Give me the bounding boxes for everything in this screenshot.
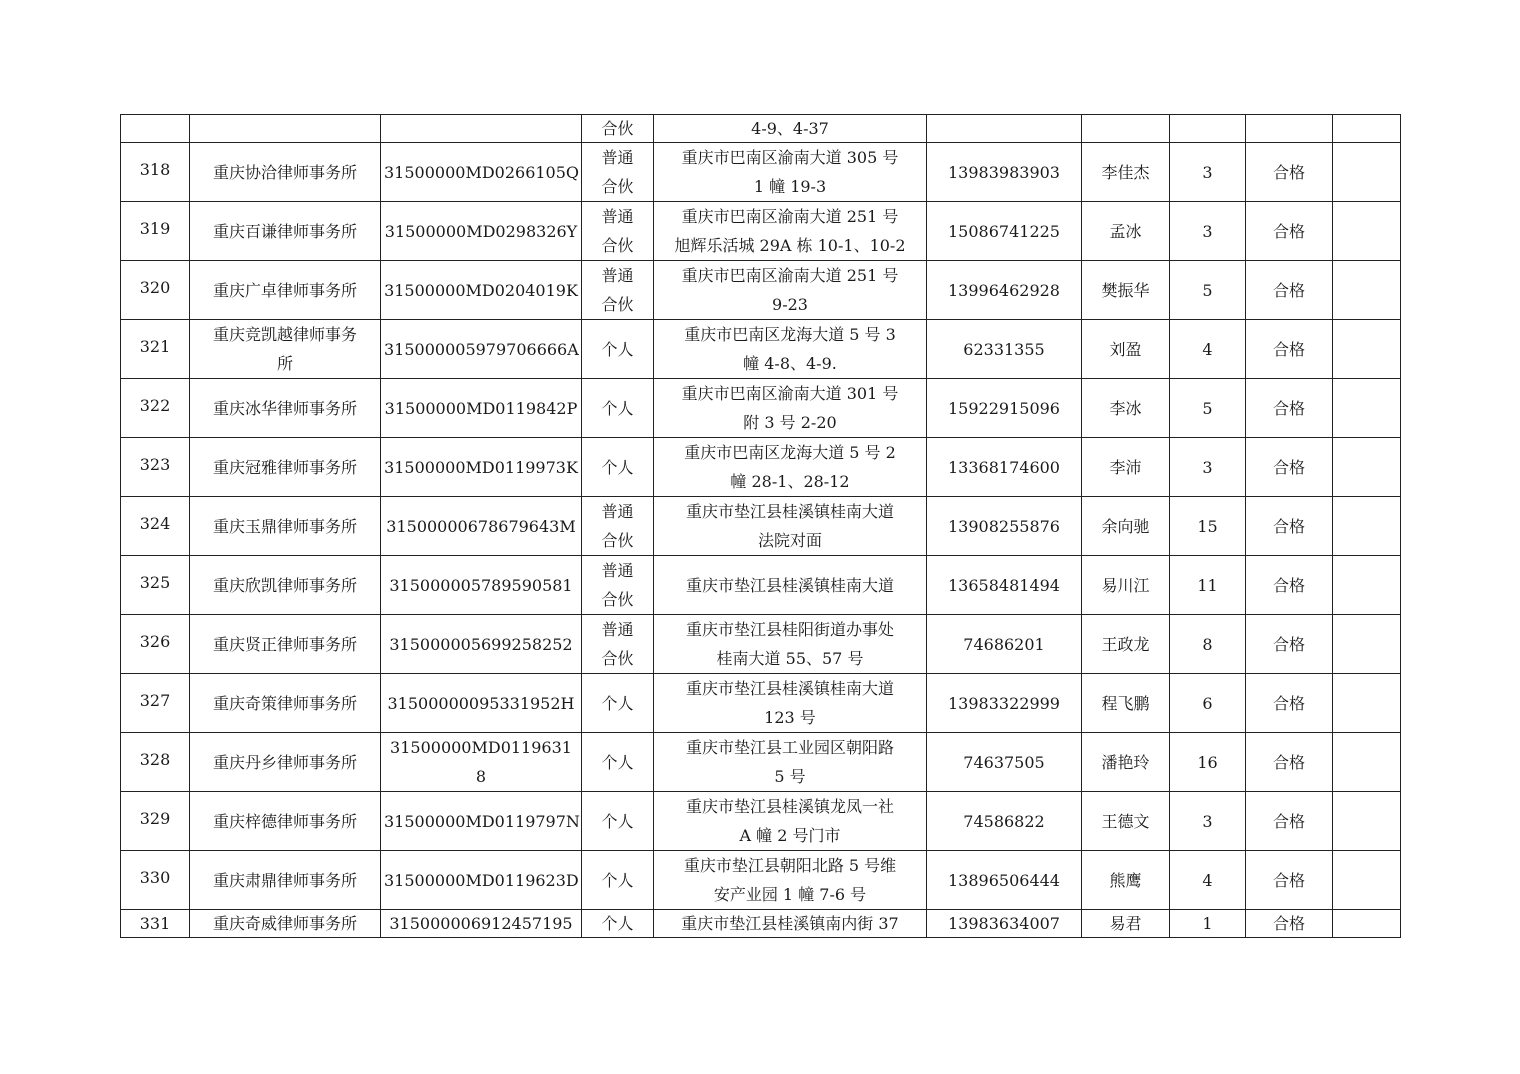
inspection-result: 合格 (1246, 733, 1333, 792)
inspection-result: 合格 (1246, 438, 1333, 497)
contact-phone: 74686201 (927, 615, 1082, 674)
organization-type: 个人 (582, 910, 654, 938)
lawyer-count (1170, 115, 1246, 143)
inspection-result: 合格 (1246, 556, 1333, 615)
remark (1333, 733, 1401, 792)
organization-type: 普通 合伙 (582, 615, 654, 674)
remark (1333, 792, 1401, 851)
firm-address: 重庆市垫江县桂溪镇桂南大道 123 号 (654, 674, 927, 733)
responsible-person: 熊鹰 (1082, 851, 1170, 910)
row-number: 331 (121, 910, 190, 938)
inspection-result: 合格 (1246, 143, 1333, 202)
responsible-person: 程飞鹏 (1082, 674, 1170, 733)
firm-name: 重庆冰华律师事务所 (190, 379, 381, 438)
credit-code: 315000005789590581 (381, 556, 582, 615)
lawyer-count: 3 (1170, 143, 1246, 202)
table-row (121, 438, 1401, 497)
organization-type: 个人 (582, 320, 654, 379)
remark (1333, 143, 1401, 202)
firm-name: 重庆奇威律师事务所 (190, 910, 381, 938)
credit-code: 31500000MD0119631 8 (381, 733, 582, 792)
remark (1333, 261, 1401, 320)
organization-type: 合伙 (582, 115, 654, 143)
credit-code: 315000006912457195 (381, 910, 582, 938)
firm-name (190, 115, 381, 143)
firm-address: 重庆市垫江县工业园区朝阳路 5 号 (654, 733, 927, 792)
remark (1333, 202, 1401, 261)
lawyer-count: 3 (1170, 202, 1246, 261)
table-row (121, 261, 1401, 320)
inspection-result: 合格 (1246, 202, 1333, 261)
organization-type: 个人 (582, 792, 654, 851)
organization-type: 个人 (582, 851, 654, 910)
row-number: 327 (121, 674, 190, 733)
credit-code: 315000005979706666A (381, 320, 582, 379)
remark (1333, 438, 1401, 497)
responsible-person: 樊振华 (1082, 261, 1170, 320)
firm-name: 重庆玉鼎律师事务所 (190, 497, 381, 556)
row-number: 323 (121, 438, 190, 497)
organization-type: 个人 (582, 674, 654, 733)
remark (1333, 379, 1401, 438)
responsible-person: 易川江 (1082, 556, 1170, 615)
responsible-person: 孟冰 (1082, 202, 1170, 261)
firm-name: 重庆肃鼎律师事务所 (190, 851, 381, 910)
organization-type: 个人 (582, 379, 654, 438)
firm-address: 重庆市巴南区渝南大道 305 号 1 幢 19-3 (654, 143, 927, 202)
table-row (121, 556, 1401, 615)
table-row (121, 851, 1401, 910)
row-number: 322 (121, 379, 190, 438)
row-number: 319 (121, 202, 190, 261)
credit-code: 31500000MD0119973K (381, 438, 582, 497)
remark (1333, 497, 1401, 556)
lawyer-count: 6 (1170, 674, 1246, 733)
responsible-person: 易君 (1082, 910, 1170, 938)
firm-address: 重庆市垫江县桂溪镇桂南大道 (654, 556, 927, 615)
table-row (121, 910, 1401, 938)
registry-body (121, 115, 1401, 938)
row-number: 330 (121, 851, 190, 910)
row-number: 321 (121, 320, 190, 379)
row-number: 324 (121, 497, 190, 556)
contact-phone: 15922915096 (927, 379, 1082, 438)
responsible-person: 王政龙 (1082, 615, 1170, 674)
credit-code: 31500000MD0298326Y (381, 202, 582, 261)
credit-code: 31500000MD0119623D (381, 851, 582, 910)
firm-address: 重庆市垫江县桂溪镇桂南大道 法院对面 (654, 497, 927, 556)
inspection-result: 合格 (1246, 792, 1333, 851)
row-number: 329 (121, 792, 190, 851)
table-row (121, 143, 1401, 202)
table-row (121, 674, 1401, 733)
credit-code (381, 115, 582, 143)
contact-phone: 62331355 (927, 320, 1082, 379)
contact-phone: 13983983903 (927, 143, 1082, 202)
organization-type: 普通 合伙 (582, 497, 654, 556)
lawyer-count: 5 (1170, 379, 1246, 438)
firm-address: 重庆市垫江县桂溪镇南内街 37 (654, 910, 927, 938)
contact-phone: 13658481494 (927, 556, 1082, 615)
responsible-person (1082, 115, 1170, 143)
firm-address: 重庆市巴南区渝南大道 251 号 旭辉乐活城 29A 栋 10-1、10-2 (654, 202, 927, 261)
contact-phone: 13983634007 (927, 910, 1082, 938)
firm-name: 重庆百谦律师事务所 (190, 202, 381, 261)
responsible-person: 余向驰 (1082, 497, 1170, 556)
table-row (121, 379, 1401, 438)
lawyer-count: 11 (1170, 556, 1246, 615)
organization-type: 个人 (582, 733, 654, 792)
remark (1333, 320, 1401, 379)
credit-code: 31500000MD0119842P (381, 379, 582, 438)
lawyer-count: 4 (1170, 320, 1246, 379)
row-number: 320 (121, 261, 190, 320)
firm-address: 重庆市巴南区龙海大道 5 号 3 幢 4-8、4-9. (654, 320, 927, 379)
firm-name: 重庆广卓律师事务所 (190, 261, 381, 320)
inspection-result: 合格 (1246, 674, 1333, 733)
table-row (121, 202, 1401, 261)
firm-name: 重庆竞凯越律师事务 所 (190, 320, 381, 379)
organization-type: 普通 合伙 (582, 556, 654, 615)
inspection-result: 合格 (1246, 615, 1333, 674)
lawyer-count: 15 (1170, 497, 1246, 556)
remark (1333, 615, 1401, 674)
contact-phone: 13368174600 (927, 438, 1082, 497)
row-number: 318 (121, 143, 190, 202)
lawyer-count: 8 (1170, 615, 1246, 674)
firm-address: 重庆市巴南区渝南大道 301 号 附 3 号 2-20 (654, 379, 927, 438)
table-row (121, 320, 1401, 379)
inspection-result: 合格 (1246, 261, 1333, 320)
remark (1333, 910, 1401, 938)
contact-phone: 13896506444 (927, 851, 1082, 910)
firm-address: 重庆市垫江县桂阳街道办事处 桂南大道 55、57 号 (654, 615, 927, 674)
responsible-person: 李沛 (1082, 438, 1170, 497)
remark (1333, 674, 1401, 733)
organization-type: 个人 (582, 438, 654, 497)
table-row (121, 115, 1401, 143)
organization-type: 普通 合伙 (582, 261, 654, 320)
remark (1333, 556, 1401, 615)
contact-phone: 74637505 (927, 733, 1082, 792)
remark (1333, 851, 1401, 910)
row-number (121, 115, 190, 143)
credit-code: 31500000MD0266105Q (381, 143, 582, 202)
lawyer-count: 4 (1170, 851, 1246, 910)
lawyer-count: 16 (1170, 733, 1246, 792)
contact-phone: 74586822 (927, 792, 1082, 851)
table-row (121, 497, 1401, 556)
contact-phone: 13983322999 (927, 674, 1082, 733)
inspection-result (1246, 115, 1333, 143)
credit-code: 315000005699258252 (381, 615, 582, 674)
inspection-result: 合格 (1246, 910, 1333, 938)
credit-code: 31500000095331952H (381, 674, 582, 733)
lawyer-count: 3 (1170, 438, 1246, 497)
contact-phone: 13996462928 (927, 261, 1082, 320)
responsible-person: 李佳杰 (1082, 143, 1170, 202)
inspection-result: 合格 (1246, 497, 1333, 556)
firm-address: 重庆市垫江县桂溪镇龙凤一社 A 幢 2 号门市 (654, 792, 927, 851)
firm-address: 重庆市巴南区渝南大道 251 号 9-23 (654, 261, 927, 320)
firm-name: 重庆欣凯律师事务所 (190, 556, 381, 615)
inspection-result: 合格 (1246, 851, 1333, 910)
firm-name: 重庆丹乡律师事务所 (190, 733, 381, 792)
table-row (121, 792, 1401, 851)
inspection-result: 合格 (1246, 320, 1333, 379)
contact-phone: 13908255876 (927, 497, 1082, 556)
responsible-person: 刘盈 (1082, 320, 1170, 379)
firm-address: 重庆市巴南区龙海大道 5 号 2 幢 28-1、28-12 (654, 438, 927, 497)
table-row (121, 733, 1401, 792)
row-number: 326 (121, 615, 190, 674)
credit-code: 31500000MD0204019K (381, 261, 582, 320)
responsible-person: 潘艳玲 (1082, 733, 1170, 792)
responsible-person: 王德文 (1082, 792, 1170, 851)
remark (1333, 115, 1401, 143)
row-number: 328 (121, 733, 190, 792)
organization-type: 普通 合伙 (582, 202, 654, 261)
contact-phone (927, 115, 1082, 143)
credit-code: 31500000MD0119797N (381, 792, 582, 851)
firm-name: 重庆协洽律师事务所 (190, 143, 381, 202)
responsible-person: 李冰 (1082, 379, 1170, 438)
lawyer-count: 3 (1170, 792, 1246, 851)
lawyer-count: 5 (1170, 261, 1246, 320)
row-number: 325 (121, 556, 190, 615)
credit-code: 31500000678679643M (381, 497, 582, 556)
firm-name: 重庆梓德律师事务所 (190, 792, 381, 851)
organization-type: 普通 合伙 (582, 143, 654, 202)
firm-address: 重庆市垫江县朝阳北路 5 号维 安产业园 1 幢 7-6 号 (654, 851, 927, 910)
law-firm-registry-table (120, 114, 1401, 938)
lawyer-count: 1 (1170, 910, 1246, 938)
firm-address: 4-9、4-37 (654, 115, 927, 143)
table-row (121, 615, 1401, 674)
firm-name: 重庆贤正律师事务所 (190, 615, 381, 674)
inspection-result: 合格 (1246, 379, 1333, 438)
contact-phone: 15086741225 (927, 202, 1082, 261)
firm-name: 重庆冠雅律师事务所 (190, 438, 381, 497)
firm-name: 重庆奇策律师事务所 (190, 674, 381, 733)
